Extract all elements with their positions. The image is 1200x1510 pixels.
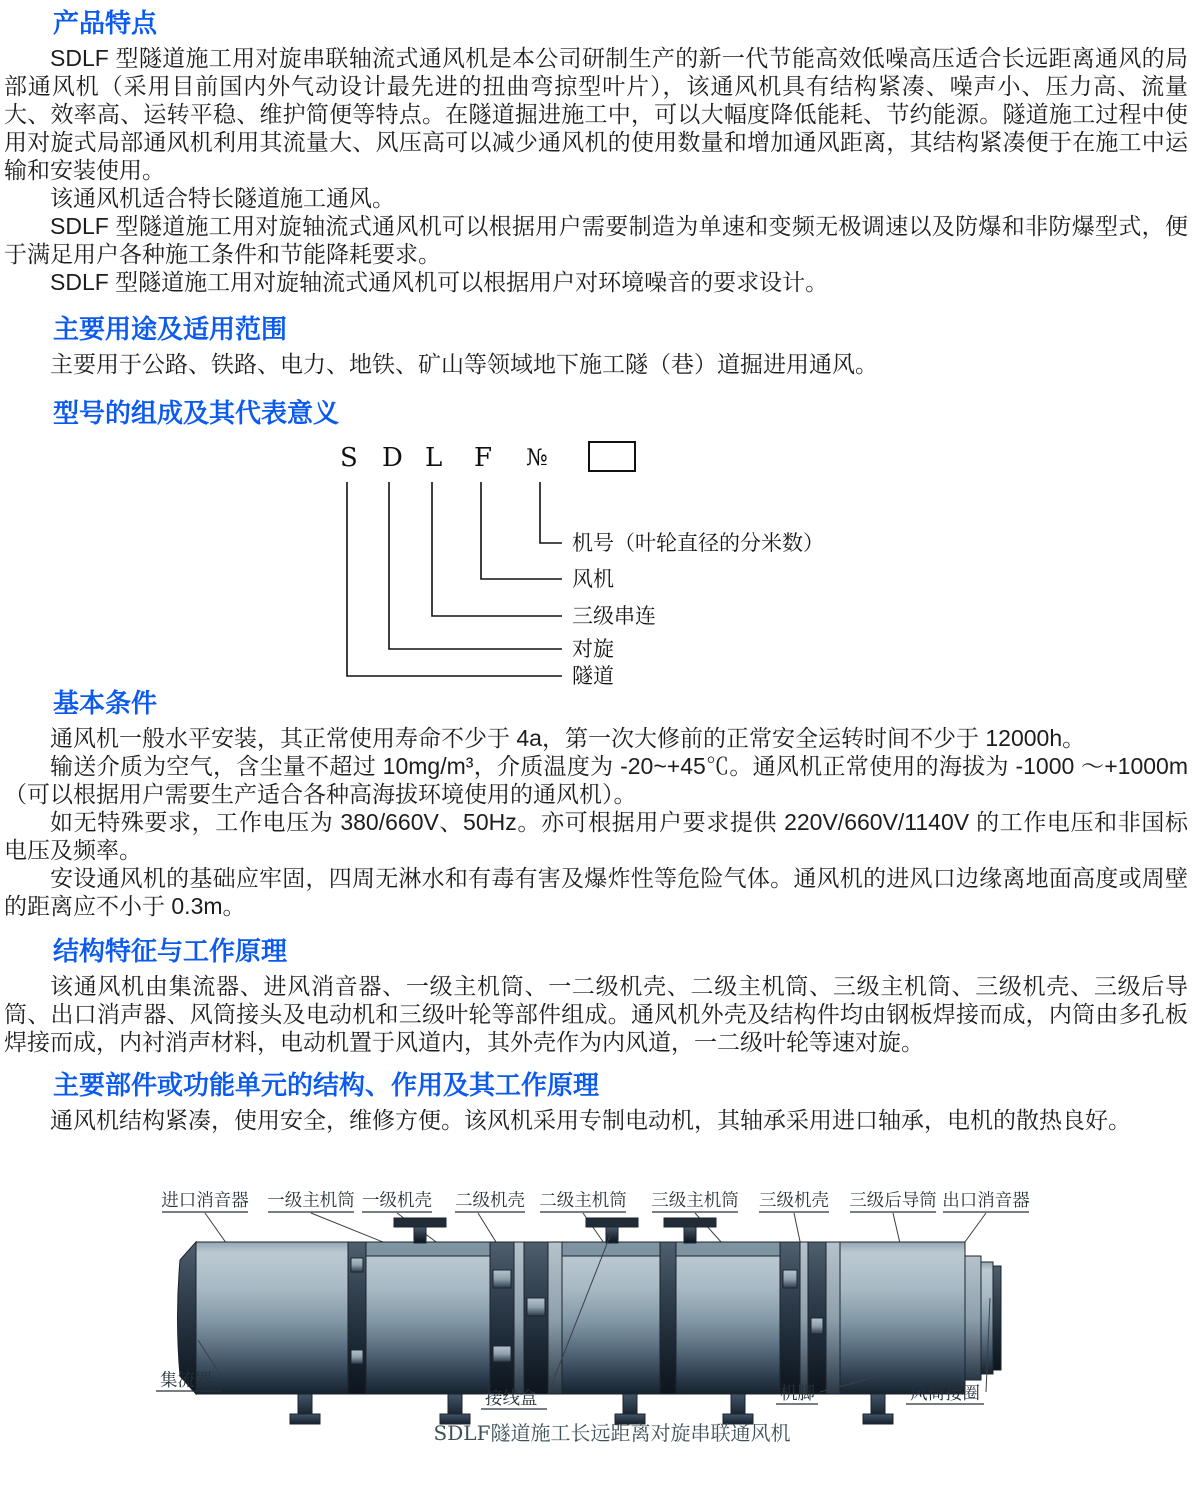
section-heading-features: 产品特点 xyxy=(53,8,158,38)
label-stage1-main-barrel: 一级主机筒 xyxy=(267,1191,355,1211)
section-heading-components: 主要部件或功能单元的结构、作用及其工作原理 xyxy=(53,1070,600,1100)
section-heading-model: 型号的组成及其代表意义 xyxy=(53,398,340,428)
para-usage-1: 主要用于公路、铁路、电力、地铁、矿山等领域地下施工隧（巷）道掘进用通风。 xyxy=(50,351,878,377)
model-letter-f: F xyxy=(474,443,493,473)
junction-boxes xyxy=(394,1218,716,1243)
fan-top-labels xyxy=(161,1190,1030,1212)
model-legend-tunnel: 隧道 xyxy=(572,665,614,686)
label-collector: 集流器 xyxy=(160,1371,213,1391)
model-legend-three-stage: 三级串连 xyxy=(572,605,656,628)
label-outlet-silencer: 出口消音器 xyxy=(942,1191,1030,1211)
para-basics-3: 如无特殊要求，工作电压为 380/660V、50Hz。亦可根据用户要求提供 220V/660V/1140V 的工作电压和非国标电压及频率。 xyxy=(4,809,1188,863)
section-heading-structure: 结构特征与工作原理 xyxy=(53,936,288,966)
para-basics-2: 输送介质为空气，含尘量不超过 10mg/m³，介质温度为 -20~+45℃。通风机正常使用的海拔为 -1000 ～+1000m（可以根据用户需要生产适合各种高海拔环境使用的通风机）。 xyxy=(4,753,1188,807)
model-leader-lines xyxy=(347,482,562,676)
model-letter-l: L xyxy=(425,443,443,473)
label-duct-joint-ring: 风筒接圈 xyxy=(910,1384,980,1404)
label-stage3-main-barrel: 三级主机筒 xyxy=(651,1191,739,1211)
model-letter-no: № xyxy=(526,445,548,471)
model-legend-counter-rotating: 对旋 xyxy=(572,638,614,661)
fan-body xyxy=(178,1218,1002,1424)
model-number-box xyxy=(589,442,635,471)
label-junction-box: 接线盒 xyxy=(485,1389,538,1409)
para-components-1: 通风机结构紧凑，使用安全，维修方便。该风机采用专制电动机，其轴承采用进口轴承，电机的散热良好。 xyxy=(50,1107,1131,1133)
section-heading-usage: 主要用途及适用范围 xyxy=(53,314,288,344)
label-stage2-main-barrel: 二级主机筒 xyxy=(539,1191,627,1211)
fan-caption: SDLF隧道施工长远距离对旋串联通风机 xyxy=(433,1421,791,1445)
para-features-3: SDLF 型隧道施工用对旋轴流式通风机可以根据用户需要制造为单速和变频无极调速以及防爆和非防爆型式，便于满足用户各种施工条件和节能降耗要求。 xyxy=(4,213,1188,267)
label-machine-foot: 机脚 xyxy=(780,1384,815,1404)
para-basics-4: 安设通风机的基础应牢固，四周无淋水和有毒有害及爆炸性等危险气体。通风机的进风口边缘离地面高度或周壁的距离应不小于 0.3m。 xyxy=(4,865,1188,919)
para-basics-1: 通风机一般水平安装，其正常使用寿命不少于 4a，第一次大修前的正常安全运转时间不少于 12000h。 xyxy=(50,725,1086,751)
model-letter-d: D xyxy=(382,443,403,473)
para-features-4: SDLF 型隧道施工用对旋轴流式通风机可以根据用户对环境噪音的要求设计。 xyxy=(50,269,829,295)
para-features-2: 该通风机适合特长隧道施工通风。 xyxy=(50,185,395,211)
label-stage2-casing: 二级机壳 xyxy=(455,1191,525,1211)
label-stage1-casing: 一级机壳 xyxy=(362,1191,432,1211)
model-legend-fan: 风机 xyxy=(572,568,614,591)
label-inlet-silencer: 进口消音器 xyxy=(161,1191,249,1211)
para-structure-1: 该通风机由集流器、进风消音器、一级主机筒、一二级机壳、二级主机筒、三级主机筒、三级机壳、三级后导筒、出口消声器、风筒接头及电动机和三级叶轮等部件组成。通风机外壳及结构件均由钢板焊接而成，内筒由多孔板焊接而成，内衬消声材料，电动机置于风道内，其外壳作为内风道，一二级叶轮等速对旋。 xyxy=(4,973,1188,1055)
label-stage3-casing: 三级机壳 xyxy=(759,1191,829,1211)
label-stage3-guide-barrel: 三级后导筒 xyxy=(849,1191,937,1211)
model-legend-fan-number: 机号（叶轮直径的分米数） xyxy=(572,532,824,555)
fan-illustration xyxy=(0,1178,1200,1450)
model-designation-diagram xyxy=(0,434,1200,686)
model-letter-s: S xyxy=(340,443,358,473)
para-features-1: SDLF 型隧道施工用对旋串联轴流式通风机是本公司研制生产的新一代节能高效低噪高压适合长远距离通风的局部通风机（采用目前国内外气动设计最先进的扭曲弯掠型叶片），该通风机具有结构紧凑、噪声小、压力高、流量大、效率高、运转平稳、维护简便等特点。在隧道掘进施工中，可以大幅度降低能耗、节约能源。隧道施工过程中使用对旋式局部通风机利用其流量大、风压高可以减少通风机的使用数量和增加通风距离，其结构紧凑便于在施工中运输和安装使用。 xyxy=(4,45,1188,183)
section-heading-basics: 基本条件 xyxy=(53,688,158,718)
